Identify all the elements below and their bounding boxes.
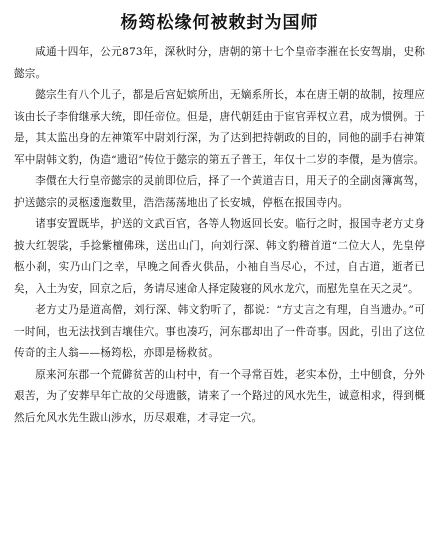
paragraph-4: 诸事安置既毕，护送的文武百官，各等人物返回长安。临行之时，报国寺老方丈身披大红袈裟，手捻紫檀佛珠，送出山门，向刘行深、韩文豹稽首道“二位大人，先皇停柩小刹，实乃山门之幸，早晚之间香火供品，小袖自当尽心，不过，自古道，逝者已矣，入土为安，回京之后，务请尽速命人择定陵寝的风水龙穴，而慰先皇在天之灵”。 (14, 218, 425, 295)
paragraph-3: 李儇在大行皇帝懿宗的灵前即位后，择了一个黄道吉日，用天子的全副卤簿寓驾，护送懿宗的灵柩逶迤数里，浩浩荡荡地出了长安城，停柩在报国寺内。 (14, 175, 425, 209)
document-title: 杨筠松缘何被敕封为国师 (120, 13, 319, 33)
paragraph-5: 老方丈乃是道高僧，刘行深、韩文豹听了，都说：“方丈言之有理，自当遗办。”可一时间，也无法找到吉壤佳穴。事也凑巧，河东郡却出了一件奇事。因此，引出了这位传奇的主人翁——杨筠松，亦即是杨救贫。 (14, 304, 425, 359)
paragraph-6: 原来河东郡一个荒僻贫苦的山村中，有一个寻常百姓，老实本份，土中刨食，分外艰苦，为了安葬早年亡故的父母遗骸，请来了一个路过的风水先生，诚意相求，得到概然后允风水先生跋山涉水，历尽艰难，才寻定一穴。 (14, 368, 425, 424)
paragraph-1: 咸通十四年，公元873年，深秋时分，唐朝的第十七个皇帝李漼在长安驾崩，史称懿宗。 (14, 46, 425, 80)
paragraph-2: 懿宗生有八个儿子，都是后宫妃嫔所出，无嫡系所长，本在唐王朝的故制，按理应该由长子李佾继承大统，即任帝位。但是，唐代朝廷由于宦官弄权立君，成为惯例。于是，其太监出身的左神策军中尉刘行深，为了达到把持朝政的目的，同他的副手右神策军中尉韩文豹，伪造“遗诏”传位于懿宗的第五子普王，年仅十二岁的李儇，是为僖宗。 (14, 89, 425, 166)
